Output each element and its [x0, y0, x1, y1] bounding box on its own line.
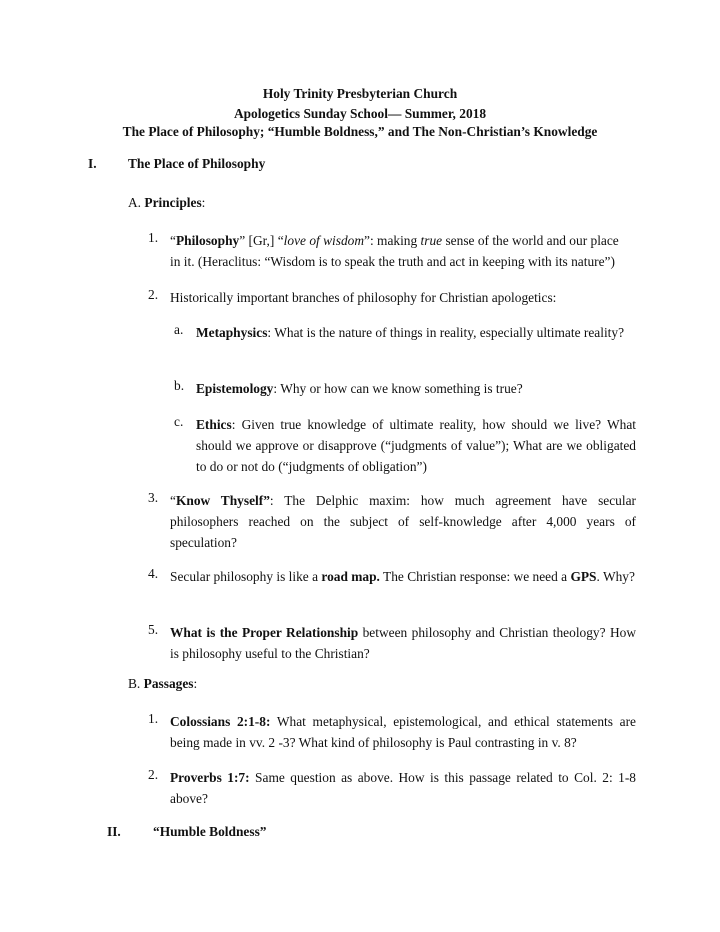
epistemology-rest: : Why or how can we know something is true?	[273, 381, 523, 396]
philosophy-t2: ”: making	[364, 233, 421, 248]
ethics-term: Ethics	[196, 417, 232, 432]
item-2c-text	[196, 414, 636, 477]
item-2a-text	[196, 322, 636, 343]
philosophy-term: Philosophy	[175, 233, 240, 248]
subsection-a-colon: :	[201, 195, 206, 210]
subsection-b-colon: :	[193, 676, 198, 691]
colossians-ref: Colossians 2:1-8:	[170, 714, 271, 729]
section-2-title: “Humble Boldness”	[153, 824, 267, 839]
road-map-term: road map.	[321, 569, 380, 584]
subsection-a-heading	[128, 195, 205, 211]
item-b2-text	[170, 767, 636, 809]
philosophy-meaning: love of wisdom	[283, 233, 365, 248]
section-1-numeral: I.	[88, 156, 97, 171]
know-thyself-rest: : The Delphic maxim: how much agreement have secular philosophers reached on the subject of self-knowledge after 4,000 years of speculation?	[170, 493, 637, 550]
relationship-term: What is the Proper Relationship	[170, 625, 359, 640]
item-b2-marker: 2.	[148, 767, 159, 782]
item-2c-marker: c.	[174, 414, 184, 429]
road-t1: Secular philosophy is like a	[170, 569, 322, 584]
road-t2: The Christian response: we need a	[379, 569, 571, 584]
subsection-b-title: Passages	[143, 676, 194, 691]
item-a3-text	[170, 490, 636, 553]
quote-open: “	[170, 233, 176, 248]
subsection-a-marker: A.	[128, 195, 142, 210]
metaphysics-term: Metaphysics	[196, 325, 268, 340]
item-a3-marker: 3.	[148, 490, 159, 505]
item-a1-text	[170, 230, 636, 272]
course-title: Apologetics Sunday School— Summer, 2018	[233, 106, 487, 121]
section-2-numeral: II.	[107, 824, 121, 839]
item-a5-marker: 5.	[148, 622, 159, 637]
item-a2-marker: 2.	[148, 287, 159, 302]
subsection-b-marker: B.	[128, 676, 141, 691]
item-b1-text	[170, 711, 636, 753]
true-word: true	[420, 233, 443, 248]
subsection-a-title: Principles	[144, 195, 202, 210]
know-quote-open: “	[170, 493, 176, 508]
gps-term: GPS	[570, 569, 597, 584]
relationship-rest: between philosophy and Christian theology? How is philosophy useful to the Christian?	[170, 625, 636, 661]
epistemology-term: Epistemology	[196, 381, 274, 396]
ethics-rest: : Given true knowledge of ultimate reality, how should we live? What should we approve or disapprove (“judgments of value”); What are we obligated to do or not do (“judgments of obligation”)	[196, 417, 636, 474]
road-t3: . Why?	[596, 569, 635, 584]
item-2b-marker: b.	[174, 378, 185, 393]
philosophy-t1: ” [Gr,] “	[239, 233, 284, 248]
proverbs-ref: Proverbs 1:7:	[170, 770, 250, 785]
item-a1-marker: 1.	[148, 230, 159, 245]
lesson-title: The Place of Philosophy; “Humble Boldness,” and The Non-Christian’s Knowledge	[122, 124, 598, 139]
section-1-title: The Place of Philosophy	[128, 156, 266, 171]
philosophy-line2: in it. (Heraclitus: “Wisdom is to speak the truth and act in keeping with its nature”)	[170, 254, 615, 269]
know-thyself-term: Know Thyself”	[175, 493, 270, 508]
philosophy-t3: sense of the world and our place	[442, 233, 619, 248]
proverbs-rest: Same question as above. How is this passage related to Col. 2: 1-8 above?	[170, 770, 636, 806]
item-b1-marker: 1.	[148, 711, 159, 726]
church-name: Holy Trinity Presbyterian Church	[262, 86, 458, 101]
subsection-b-heading	[128, 676, 197, 692]
colossians-rest: What metaphysical, epistemological, and ethical statements are being made in vv. 2 -3? What kind of philosophy is Paul contrasting in v. 8?	[170, 714, 636, 750]
item-a2-text: Historically important branches of philosophy for Christian apologetics:	[170, 290, 557, 305]
item-2a-marker: a.	[174, 322, 184, 337]
item-a4-text	[170, 566, 636, 587]
metaphysics-rest: : What is the nature of things in reality, especially ultimate reality?	[267, 325, 625, 340]
item-2b-text	[196, 378, 636, 399]
item-a5-text	[170, 622, 636, 664]
item-a4-marker: 4.	[148, 566, 159, 581]
